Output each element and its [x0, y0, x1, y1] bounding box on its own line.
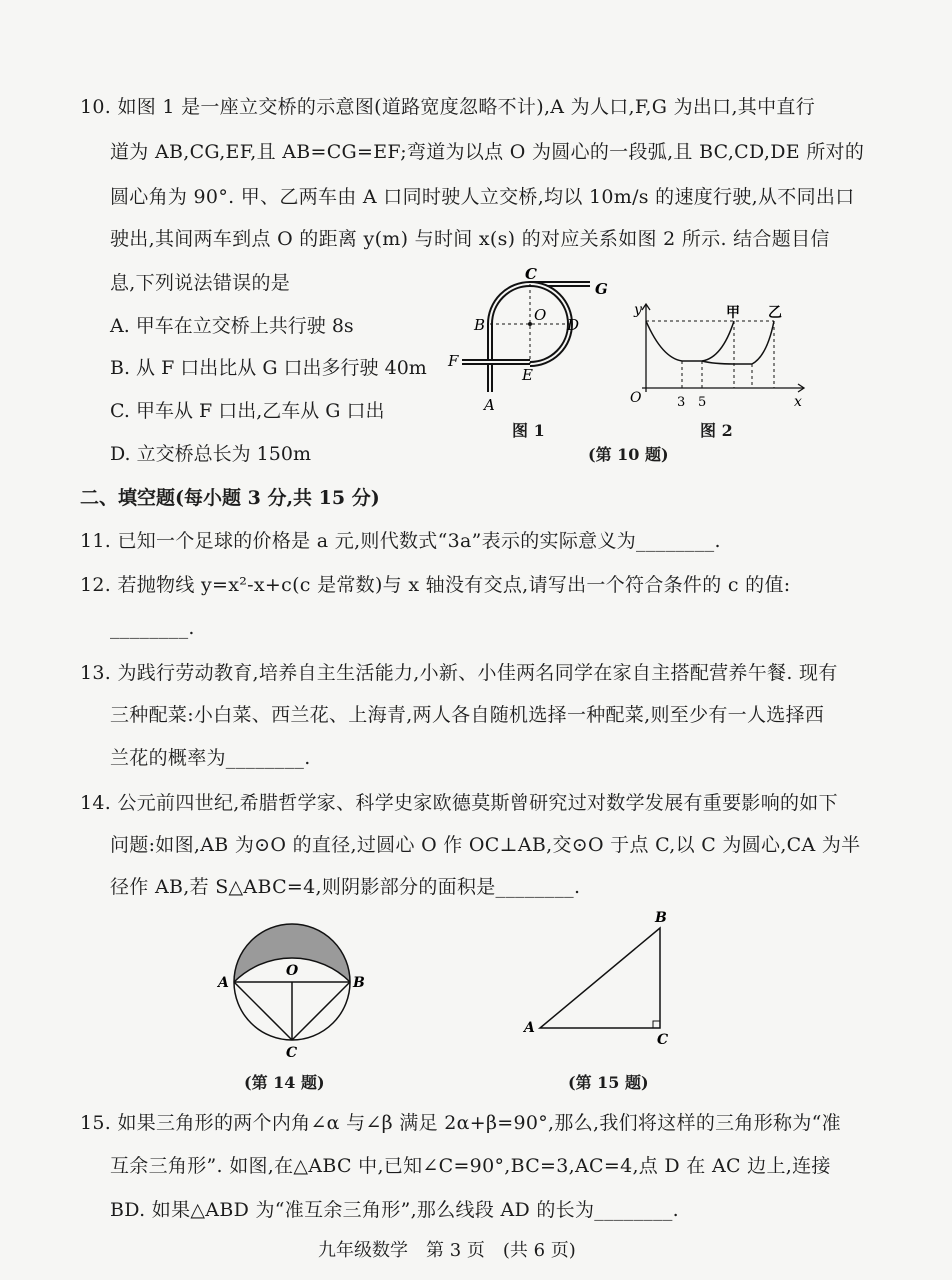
- q10-figure-2: [622, 296, 812, 416]
- fig2-origin: O: [630, 390, 642, 406]
- q10-line-1: 10. 如图 1 是一座立交桥的示意图(道路宽度忽略不计),A 为人口,F,G 为出口,其中直行: [80, 96, 816, 118]
- section-2-title: 二、填空题(每小题 3 分,共 15 分): [80, 487, 380, 509]
- question-13-line-3: 兰花的概率为________.: [110, 747, 311, 769]
- segment-bc: [292, 982, 350, 1040]
- q14-figure: [212, 916, 372, 1066]
- question-13-line-1: 13. 为践行劳动教育,培养自主生活能力,小新、小佳两名同学在家自主搭配营养午餐. 现有: [80, 662, 838, 684]
- q10-fig2-caption: 图 2: [700, 421, 733, 440]
- q14-label-c: C: [286, 1045, 298, 1061]
- question-12-line-2: ________.: [110, 617, 195, 639]
- question-11: 11. 已知一个足球的价格是 a 元,则代数式“3a”表示的实际意义为________.: [80, 530, 721, 552]
- question-15-line-1: 15. 如果三角形的两个内角∠α 与∠β 满足 2α+β=90°,那么,我们将这样的三角形称为“准: [80, 1112, 841, 1134]
- label-e: E: [522, 366, 533, 384]
- label-a: A: [484, 396, 495, 414]
- q15-caption: (第 15 题): [568, 1073, 649, 1092]
- right-angle-mark: [653, 1021, 660, 1028]
- q10-fig1-caption: 图 1: [512, 421, 545, 440]
- q10-line-5: 息,下列说法错误的是: [110, 272, 291, 294]
- question-12-line-1: 12. 若抛物线 y=x²-x+c(c 是常数)与 x 轴没有交点,请写出一个符合条件的 c 的值:: [80, 574, 791, 596]
- fig2-tick-5: 5: [698, 395, 707, 410]
- fig2-tick-3: 3: [677, 395, 686, 410]
- q15-label-b: B: [655, 910, 667, 926]
- center-o-dot: [528, 322, 532, 326]
- q10-caption: (第 10 题): [588, 445, 669, 464]
- q10-option-d: D. 立交桥总长为 150m: [110, 443, 311, 465]
- label-g: G: [595, 280, 608, 298]
- q10-figure-1: [440, 262, 620, 422]
- label-o: O: [534, 306, 547, 324]
- question-14-line-1: 14. 公元前四世纪,希腊哲学家、科学史家欧德莫斯曾研究过对数学发展有重要影响的如下: [80, 792, 838, 814]
- q10-line-2: 道为 AB,CG,EF,且 AB=CG=EF;弯道为以点 O 为圆心的一段弧,且 BC,CD,DE 所对的: [110, 141, 865, 163]
- fig2-series-yi: 乙: [768, 305, 782, 321]
- triangle-abc: [540, 928, 660, 1028]
- segment-ac: [234, 982, 292, 1040]
- question-15-line-2: 互余三角形”. 如图,在△ABC 中,已知∠C=90°,BC=3,AC=4,点 D 在 AC 边上,连接: [110, 1155, 831, 1177]
- q15-figure: [510, 906, 690, 1046]
- question-14-line-3: 径作 AB,若 S△ABC=4,则阴影部分的面积是________.: [110, 876, 581, 898]
- q14-label-o: O: [286, 963, 299, 979]
- label-d: D: [567, 316, 580, 334]
- label-c: C: [525, 265, 537, 283]
- question-15-line-3: BD. 如果△ABD 为“准互余三角形”,那么线段 AD 的长为________.: [110, 1199, 680, 1221]
- q10-line-4: 驶出,其间两车到点 O 的距离 y(m) 与时间 x(s) 的对应关系如图 2 所示. 结合题目信: [110, 228, 830, 250]
- q14-label-b: B: [353, 975, 365, 991]
- q14-label-a: A: [218, 975, 229, 991]
- question-14-line-2: 问题:如图,AB 为⊙O 的直径,过圆心 O 作 OC⊥AB,交⊙O 于点 C,以 C 为圆心,CA 为半: [110, 834, 861, 856]
- fig2-series-jia: 甲: [726, 305, 740, 321]
- fig2-y-label: y: [634, 302, 642, 318]
- label-b: B: [474, 316, 486, 334]
- q10-option-b: B. 从 F 口出比从 G 口出多行驶 40m: [110, 357, 427, 379]
- q15-label-c: C: [657, 1032, 669, 1046]
- q10-option-a: A. 甲车在立交桥上共行驶 8s: [110, 315, 354, 337]
- page-footer: 九年级数学 第 3 页 (共 6 页): [318, 1240, 576, 1261]
- fig2-x-label: x: [794, 394, 802, 410]
- question-13-line-2: 三种配菜:小白菜、西兰花、上海青,两人各自随机选择一种配菜,则至少有一人选择西: [110, 704, 825, 726]
- q14-caption: (第 14 题): [244, 1073, 325, 1092]
- q10-option-c: C. 甲车从 F 口出,乙车从 G 口出: [110, 400, 385, 422]
- series-jia-curve: [646, 321, 734, 361]
- series-yi-curve: [702, 321, 774, 364]
- q10-line-3: 圆心角为 90°. 甲、乙两车由 A 口同时驶人立交桥,均以 10m/s 的速度行驶,从不同出口: [110, 186, 855, 208]
- label-f: F: [448, 352, 459, 370]
- q15-label-a: A: [524, 1020, 535, 1036]
